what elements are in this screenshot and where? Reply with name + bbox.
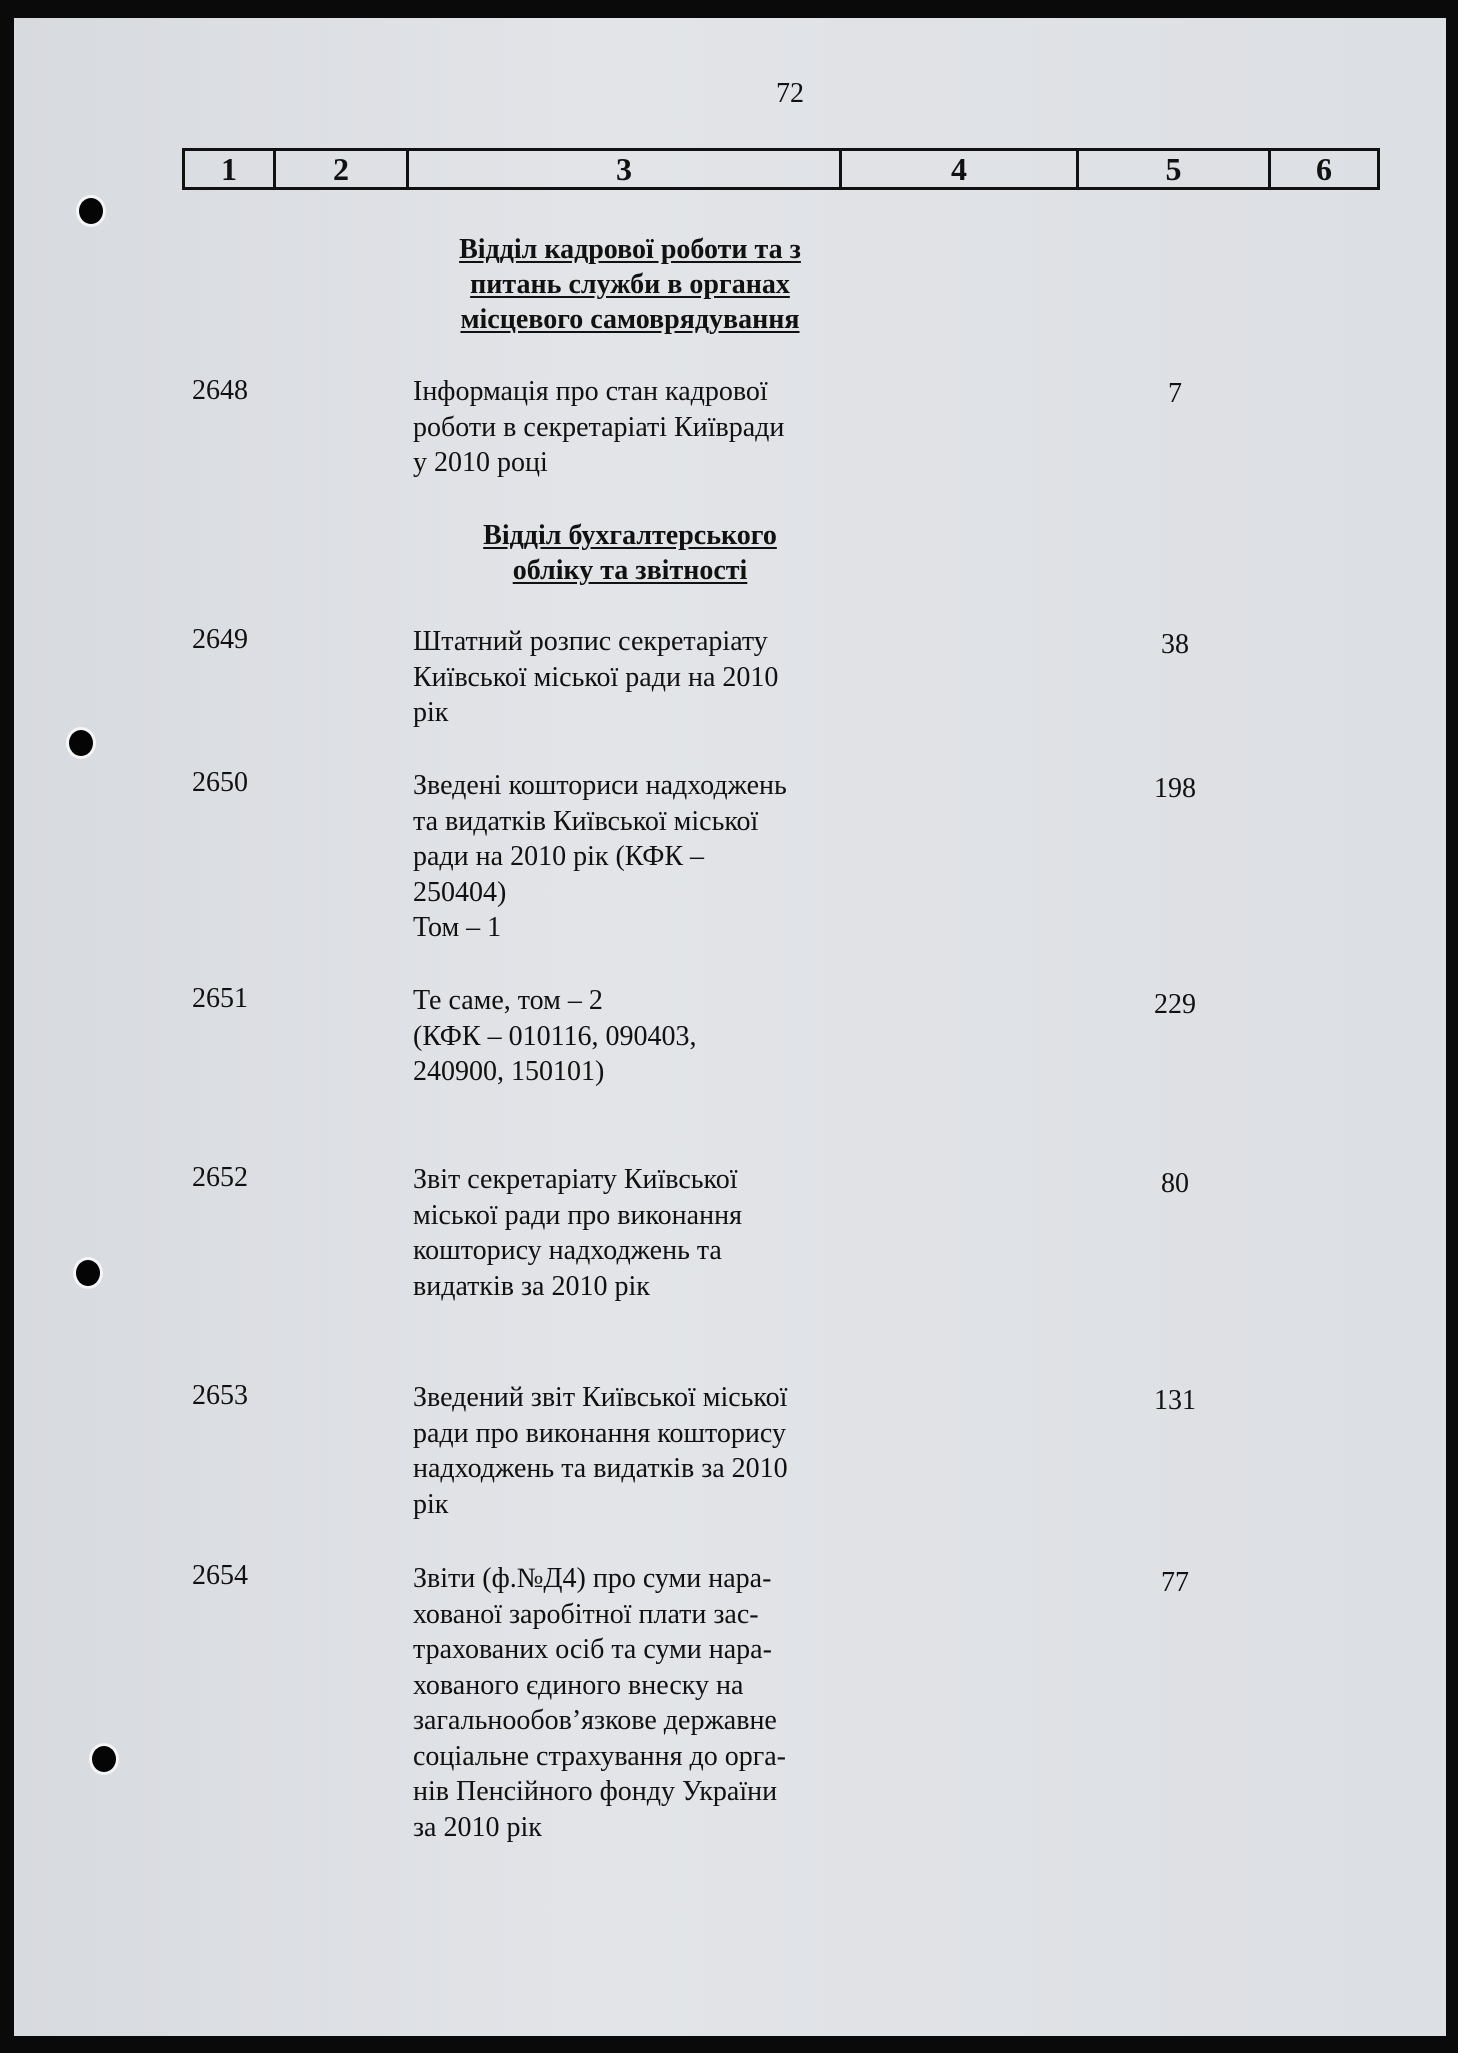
record-title: Штатний розпис секретаріату Київської міської ради на 2010 рік — [413, 626, 779, 728]
record-number: 2650 — [192, 767, 248, 798]
table-header — [182, 148, 1380, 190]
record-sheet-count: 7 — [1168, 378, 1182, 409]
record-number: 2651 — [192, 983, 248, 1014]
column-header: 4 — [842, 151, 1079, 187]
record-sheet-count: 131 — [1154, 1385, 1196, 1416]
record-title: Інформація про стан кадрової роботи в секретаріаті Київради у 2010 році — [413, 376, 785, 478]
column-header: 2 — [276, 151, 409, 187]
record-number: 2654 — [192, 1560, 248, 1591]
column-header: 5 — [1079, 151, 1271, 187]
record-sheet-count: 229 — [1154, 989, 1196, 1020]
record-sheet-count: 77 — [1161, 1567, 1189, 1598]
column-header: 1 — [185, 151, 276, 187]
record-title: Звіти (ф.№Д4) про суми нара- хованої заробітної плати зас- трахованих осіб та суми нара- хованого єдиного внеску на загальнообов’язкове державне соціальне страхування до орга- нів Пенсійного фонду України за 2010 рік — [413, 1563, 786, 1843]
record-sheet-count: 198 — [1154, 773, 1196, 804]
record-title: Те саме, том – 2 (КФК – 010116, 090403, 240900, 150101) — [413, 985, 697, 1087]
record-title: Звіт секретаріату Київської міської ради про виконання кошторису надходжень та видатків за 2010 рік — [413, 1164, 742, 1302]
punch-hole — [76, 1260, 100, 1286]
record-number: 2649 — [192, 624, 248, 655]
record-number: 2652 — [192, 1162, 248, 1193]
section-heading: Відділ бухгалтерського обліку та звітності — [483, 520, 777, 586]
record-number: 2648 — [192, 375, 248, 406]
page-number: 72 — [776, 78, 804, 109]
punch-hole — [92, 1746, 116, 1772]
punch-hole — [69, 730, 93, 756]
record-sheet-count: 38 — [1161, 629, 1189, 660]
punch-hole — [79, 198, 103, 224]
record-title: Зведені кошториси надходжень та видатків Київської міської ради на 2010 рік (КФК – 250404) Том – 1 — [413, 770, 787, 943]
section-heading: Відділ кадрової роботи та з питань служби в органах місцевого самоврядування — [459, 234, 801, 335]
record-title: Зведений звіт Київської міської ради про виконання кошторису надходжень та видатків за 2010 рік — [413, 1382, 788, 1520]
column-header: 3 — [409, 151, 842, 187]
record-sheet-count: 80 — [1161, 1168, 1189, 1199]
column-header: 6 — [1316, 151, 1332, 187]
record-number: 2653 — [192, 1380, 248, 1411]
